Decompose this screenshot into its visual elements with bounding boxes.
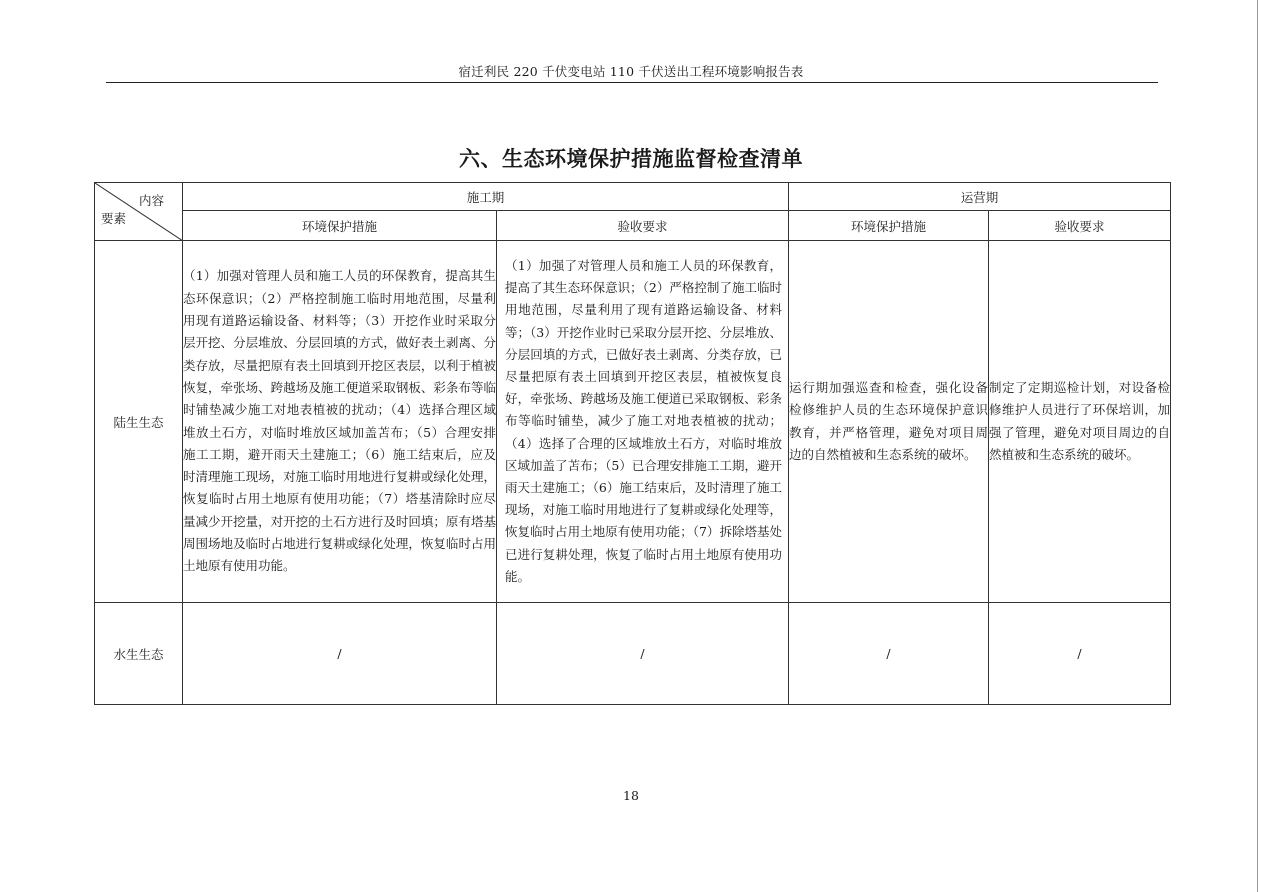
ecology-checklist-table bbox=[94, 182, 1171, 705]
terrestrial-operation-acceptance: 制定了定期巡检计划，对设备检修维护人员进行了环保培训，加强了管理，避免对项目周边的自然植被和生态系统的破坏。 bbox=[989, 241, 1171, 603]
running-header: 宿迁利民 220 千伏变电站 110 千伏送出工程环境影响报告表 bbox=[458, 64, 804, 79]
row-label-aquatic: 水生生态 bbox=[95, 603, 183, 705]
phase-construction-header: 施工期 bbox=[183, 183, 789, 211]
phase-operation-header: 运营期 bbox=[789, 183, 1171, 211]
operation-measures-header: 环境保护措施 bbox=[789, 211, 989, 241]
corner-label-content: 内容 bbox=[138, 193, 164, 208]
aquatic-construction-acceptance: / bbox=[497, 603, 789, 705]
aquatic-operation-measures: / bbox=[789, 603, 989, 705]
table-row bbox=[95, 241, 1171, 603]
terrestrial-operation-measures: 运行期加强巡查和检查，强化设备检修维护人员的生态环境保护意识教育，并严格管理，避免对项目周边的自然植被和生态系统的破坏。 bbox=[789, 241, 989, 603]
construction-measures-header: 环境保护措施 bbox=[183, 211, 497, 241]
header-rule bbox=[106, 82, 1158, 83]
aquatic-construction-measures: / bbox=[183, 603, 497, 705]
page-number: 18 bbox=[623, 788, 639, 803]
corner-label-element: 要素 bbox=[101, 211, 127, 226]
terrestrial-construction-acceptance: （1）加强了对管理人员和施工人员的环保教育，提高了其生态环保意识；（2）严格控制了施工临时用地范围，尽量利用了现有道路运输设备、材料等；（3）开挖作业时已采取分层开挖、分层堆放、分层回填的方式，已做好表土剥离、分类存放，已尽量把原有表土回填到开挖区表层，植被恢复良好，牵张场、跨越场及施工便道已采取钢板、彩条布等临时铺垫，减少了施工对地表植被的扰动；（4）选择了合理的区域堆放土石方，对临时堆放区域加盖了苫布；（5）已合理安排施工工期，避开雨天土建施工；（6）施工结束后，及时清理了施工现场，对施工临时用地进行了复耕或绿化处理等，恢复临时占用土地原有使用功能；（7）拆除塔基处已进行复耕处理，恢复了临时占用土地原有使用功能。 bbox=[497, 241, 789, 603]
construction-acceptance-header: 验收要求 bbox=[497, 211, 789, 241]
operation-acceptance-header: 验收要求 bbox=[989, 211, 1171, 241]
page-edge bbox=[1257, 0, 1258, 892]
corner-header-cell bbox=[95, 183, 183, 241]
section-title: 六、生态环境保护措施监督检查清单 bbox=[459, 147, 803, 171]
terrestrial-construction-measures: （1）加强对管理人员和施工人员的环保教育，提高其生态环保意识；（2）严格控制施工临时用地范围，尽量利用现有道路运输设备、材料等；（3）开挖作业时采取分层开挖、分层堆放、分层回填的方式，做好表土剥离、分类存放，尽量把原有表土回填到开挖区表层，以利于植被恢复，牵张场、跨越场及施工便道采取钢板、彩条布等临时铺垫减少施工对地表植被的扰动；（4）选择合理区域堆放土石方，对临时堆放区域加盖苫布；（5）合理安排施工工期，避开雨天土建施工；（6）施工结束后，应及时清理施工现场，对施工临时用地进行复耕或绿化处理，恢复临时占用土地原有使用功能；（7）塔基清除时应尽量减少开挖量，对开挖的土石方进行及时回填；原有塔基周围场地及临时占地进行复耕或绿化处理，恢复临时占用土地原有使用功能。 bbox=[183, 241, 497, 603]
row-label-terrestrial: 陆生生态 bbox=[95, 241, 183, 603]
table-row bbox=[95, 603, 1171, 705]
aquatic-operation-acceptance: / bbox=[989, 603, 1171, 705]
